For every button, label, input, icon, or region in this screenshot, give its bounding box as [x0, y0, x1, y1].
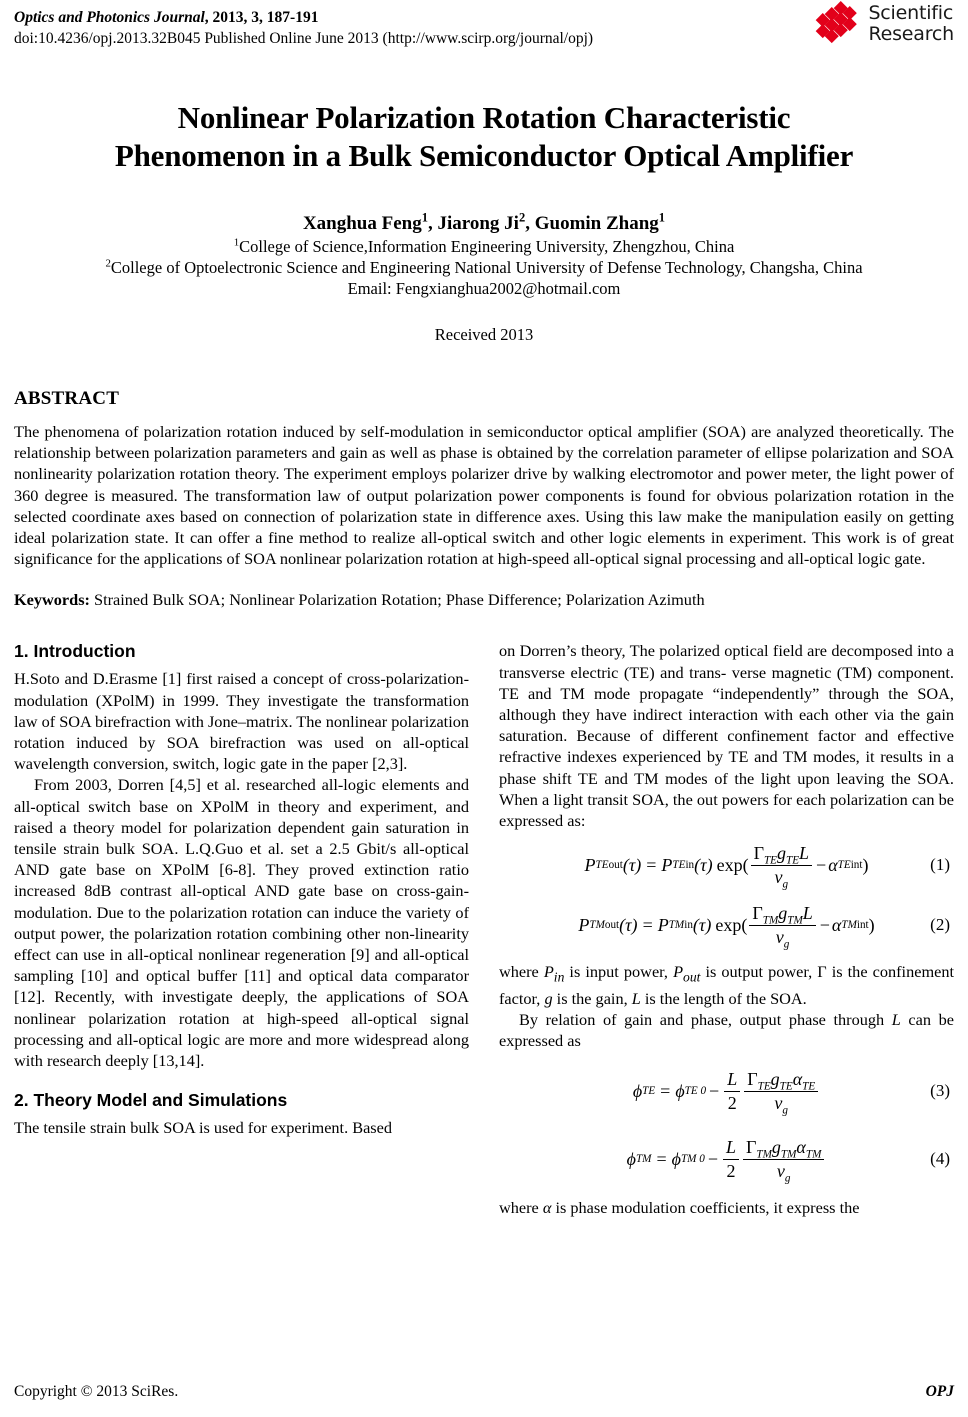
rp4-part2: is phase modulation coefficients, it express the — [551, 1198, 860, 1218]
section-heading-introduction: 1. Introduction — [14, 641, 136, 662]
eq4-gamma-sub: TM — [756, 1148, 772, 1161]
copyright-notice: Copyright © 2013 SciRes. — [14, 1383, 179, 1400]
eq1-v-sub: g — [782, 878, 789, 891]
eq4-equals: = — [656, 1148, 667, 1169]
eq1-fraction — [751, 843, 812, 891]
journal-name: Optics and Photonics Journal — [14, 9, 205, 26]
eq2-v-sub: g — [783, 938, 790, 951]
eq3-numerator — [744, 1069, 818, 1092]
eq3-alpha-sub: TE — [802, 1080, 816, 1093]
eq3-gamma: Γ — [747, 1069, 758, 1090]
eq1-minus: − — [816, 854, 827, 875]
paper-title-line1: Nonlinear Polarization Rotation Characteristic — [177, 100, 791, 135]
left-column — [14, 640, 469, 1218]
eq3-v-sub: g — [782, 1104, 788, 1117]
eq2-close: ) — [868, 914, 875, 935]
right-paragraph-3 — [499, 1009, 954, 1051]
eq1-g-sub: TE — [786, 854, 800, 867]
eq2-gamma-sub: TM — [762, 914, 779, 927]
eq1-close: ) — [862, 854, 869, 875]
eq3-v: v — [774, 1092, 783, 1113]
equation-2-body: P TM out (τ) = P TM in (τ) exp( $\frac{\Gamma_{TM}g_{TM}L}{v_g}$ − α TM int ) — [578, 903, 875, 951]
eq1-lhs-P: P — [584, 854, 596, 875]
eq1-alpha: α — [828, 854, 838, 875]
publisher-name-line1: Scientific — [868, 2, 954, 24]
eq2-gamma: Γ — [752, 903, 763, 924]
rp3-part1: By relation of gain and phase, output phase through — [519, 1009, 892, 1029]
eq4-numerator — [743, 1137, 824, 1160]
eq4-v-sub: g — [784, 1172, 791, 1185]
eq1-g: g — [777, 843, 786, 864]
rp2-part2: is input power, — [564, 962, 674, 982]
eq3-rhs-phi: ϕ — [675, 1080, 685, 1101]
equation-1-body: P TE out (τ) = P TE in (τ) exp( $\frac{\Gamma_{TE}g_{TE}L}{v_g}$ − α TE int ) — [584, 843, 869, 891]
contact-email[interactable]: Email: Fengxianghua2002@hotmail.com — [347, 279, 621, 298]
paper-title — [36, 99, 932, 175]
eq4-rhs-phi: ϕ — [671, 1148, 681, 1169]
rp3-part2: can be expressed as — [499, 1009, 954, 1051]
eq2-lhs-arg: (τ) — [619, 914, 638, 935]
author-sep-2: , — [525, 213, 535, 234]
rp2-part4: is the gain, — [552, 988, 632, 1008]
left-paragraph-3: The tensile strain bulk SOA is used for experiment. Based — [14, 1118, 393, 1138]
eq3-gamma-sub: TE — [757, 1080, 771, 1093]
rp2-g: g — [544, 988, 553, 1008]
eq2-minus: − — [819, 914, 830, 935]
equation-1-number: (1) — [930, 855, 950, 875]
rp4-alpha: α — [542, 1198, 552, 1218]
equation-2-number: (2) — [930, 915, 950, 935]
right-column — [499, 640, 954, 1218]
eq1-numerator — [751, 843, 812, 866]
affiliation-2-text: College of Optoelectronic Science and Engineering National University of Defense Technology, Changsha, China — [110, 258, 863, 277]
masthead — [14, 0, 954, 66]
eq4-L: L — [723, 1137, 739, 1160]
equation-2 — [499, 899, 954, 951]
rp3-L: L — [891, 1009, 901, 1029]
left-paragraph-2: From 2003, Dorren [4,5] et al. researched all-logic elements and all-optical switch base on XPolM in theory and experiment, and raised a theory model for polarization dependent gain saturation in tensile strain bulk SOA. L.Q.Guo et al. set a 2.5 Gbit/s all-optical AND gate base on XPolM [6-8]. They proved extinction ratio increased 8dB contrast all-optical AND gate base on cross-gain-modulation. Due to the polarization rotation can induce the variety of output power, the polarization rotation combining other non-linearity effect can use in all-optical nonlinear regeneration [9] and all-optical sampling [10] and optical buffer [11] and optical data comparator [12]. Recently, with investigate deeply, the applications of SOA nonlinear polarization rotation at high-speed all-optical signal processing and all-optical logic are more and more widespread along with research deeply [13,14]. — [14, 775, 469, 1071]
eq1-gamma-sub: TE — [763, 854, 777, 867]
rp2-Pout: P — [673, 962, 684, 982]
received-date: Received 2013 — [434, 325, 534, 344]
eq3-fraction-main — [744, 1069, 818, 1117]
eq2-L: L — [802, 903, 813, 924]
rp2-L: L — [631, 988, 641, 1008]
eq3-L: L — [724, 1069, 740, 1092]
eq1-v: v — [774, 866, 783, 887]
rp2-part3: is output power, Γ is the confinement factor, — [499, 962, 954, 1008]
right-paragraph-4 — [499, 1197, 954, 1218]
eq3-equals: = — [660, 1080, 671, 1101]
author-3-affil-marker: 1 — [658, 210, 666, 225]
eq4-gamma: Γ — [746, 1137, 757, 1158]
affiliation-1-marker: 1 — [233, 236, 240, 249]
keywords-line — [14, 589, 954, 610]
right-paragraph-2 — [499, 961, 954, 1009]
eq4-alpha-sub: TM — [805, 1148, 822, 1161]
eq3-g-sub: TE — [779, 1080, 793, 1093]
eq4-g-sub: TM — [780, 1148, 797, 1161]
affiliation-2-marker: 2 — [105, 257, 111, 270]
equation-3-number: (3) — [930, 1081, 950, 1101]
journal-abbreviation: OPJ — [925, 1383, 954, 1400]
eq2-fraction — [749, 903, 815, 951]
journal-citation-line — [14, 8, 954, 28]
eq3-lhs-phi: ϕ — [632, 1080, 643, 1101]
rp2-part5: is the length of the SOA. — [640, 988, 807, 1008]
eq4-lhs-phi: ϕ — [626, 1148, 636, 1169]
eq3-minus: − — [709, 1080, 720, 1101]
equation-1 — [499, 839, 954, 891]
doi-line[interactable]: doi:10.4236/opj.2013.32B045 Published Online June 2013 (http://www.scirp.org/journal/opj) — [14, 30, 594, 47]
equation-4 — [499, 1133, 954, 1185]
eq4-fraction-L2 — [723, 1137, 739, 1181]
rp2-part1: where — [499, 962, 544, 982]
abstract-text: The phenomena of polarization rotation induced by self-modulation in semiconductor optical amplifier (SOA) are analyzed theoretically. The relationship between polarization parameters and gain as well as phase is obtained by the correlation parameter of ellipse polarization and SOA nonlinearity polarization rotation theory. The experiment employs polarizer drive by walking electromotor and power meter, the light power of 360 degree is measured. The transformation law of output polarization power components is found for obvious polarization rotation in the selected coordinate axes based on connection of polarization state in difference axes. Using this law make the manipulation easily on getting ideal polarization state. It can offer a fine method to realize all-optical switch and other logic elements in experiment. This work is of great significance for the applications of SOA nonlinear polarization rotation at high-speed all-optical signal processing and all-optical logic gate. — [14, 422, 954, 569]
eq4-minus: − — [707, 1148, 718, 1169]
section-heading-theory-model: 2. Theory Model and Simulations — [14, 1090, 288, 1111]
eq2-rhs-P: P — [657, 914, 669, 935]
equation-4-number: (4) — [930, 1149, 950, 1169]
page-footer — [14, 1383, 954, 1401]
eq1-equals: = — [646, 854, 657, 875]
eq2-g: g — [778, 903, 788, 924]
right-paragraph-1: on Dorren’s theory, The polarized optical field are decomposed into a transverse electric (TE) and trans- verse magnetic (TM) component. TE and TM mode propagate “independently” through the SOA, although they have indirect interaction with each other via the gain saturation. Because of different confinement factor and effective refractive indexes experienced by TE and TM modes, it results in a phase shift TE and TM modes of the light upon leaving the SOA. When a light transit SOA, the out powers for each polarization can be expressed as: — [499, 641, 954, 831]
eq2-exp: exp( — [715, 914, 748, 935]
eq1-rhs-arg: (τ) — [694, 854, 713, 875]
eq4-alpha: α — [796, 1137, 806, 1158]
eq4-fraction-main — [743, 1137, 824, 1185]
rp2-out: out — [683, 969, 701, 985]
eq4-g: g — [771, 1137, 781, 1158]
affiliation-1 — [14, 236, 954, 257]
abstract-heading: ABSTRACT — [14, 388, 120, 409]
author-1-affil-marker: 1 — [421, 210, 428, 225]
rp2-in: in — [553, 969, 565, 985]
left-paragraph-1: H.Soto and D.Erasme [1] first raised a concept of cross-polarization-modulation (XPolM) in 1999. They investigate the transformation law of SOA birefraction with Jone–matrix. The nonlinear polarization rotation induced by SOA birefraction was used on all-optical wavelength conversion, switch, logic gate in the paper [2,3]. — [14, 669, 469, 774]
eq1-lhs-arg: (τ) — [622, 854, 642, 875]
affiliation-2 — [14, 257, 954, 278]
equation-3-body: ϕ TE = ϕ TE 0 − $\frac{L}{2}$ $\frac{\Gamma_{TE}g_{TE}\alpha_{TE}}{v_g}$ — [633, 1069, 820, 1113]
rp2-Pin: P — [543, 962, 554, 982]
equation-4-body: ϕ TM = ϕ TM 0 − $\frac{L}{2}$ $\frac{\Gamma_{TM}g_{TM}\alpha_{TM}}{v_g}$ — [627, 1137, 827, 1181]
eq3-two: 2 — [727, 1092, 737, 1113]
affiliation-1-text: College of Science,Information Engineering University, Zhengzhou, China — [239, 237, 735, 256]
keywords-label: Keywords: — [14, 590, 90, 610]
eq2-rhs-arg: (τ) — [692, 914, 712, 935]
publisher-logo — [816, 2, 954, 46]
publisher-name — [868, 3, 954, 45]
eq3-alpha: α — [792, 1069, 803, 1090]
author-3: Guomin Zhang — [534, 213, 659, 234]
journal-volume-pages: , 2013, 3, 187-191 — [204, 9, 319, 26]
eq2-lhs-P: P — [578, 914, 590, 935]
keywords-text: Strained Bulk SOA; Nonlinear Polarization Rotation; Phase Difference; Polarization Azimuth — [89, 590, 705, 610]
author-1: Xanghua Feng — [302, 213, 422, 234]
eq4-v: v — [776, 1160, 785, 1181]
eq2-v: v — [775, 926, 784, 947]
eq2-numerator — [749, 903, 815, 926]
author-2-affil-marker: 2 — [518, 210, 526, 225]
rp4-part1: where — [499, 1198, 543, 1218]
author-2: Jiarong Ji — [437, 213, 519, 234]
eq1-denominator — [772, 866, 792, 891]
eq1-rhs-P: P — [661, 854, 673, 875]
eq2-denominator — [773, 926, 793, 951]
body-columns — [14, 640, 954, 1218]
eq2-equals: = — [642, 914, 653, 935]
eq3-denominator — [771, 1092, 791, 1117]
eq1-gamma: Γ — [753, 843, 764, 864]
publisher-name-line2: Research — [868, 23, 954, 45]
eq2-alpha: α — [831, 914, 842, 935]
diamond-cluster-icon — [816, 2, 862, 46]
eq3-fraction-L2 — [724, 1069, 740, 1113]
paper-title-line2: Phenomenon in a Bulk Semiconductor Optical Amplifier — [114, 138, 854, 173]
eq3-g: g — [770, 1069, 780, 1090]
eq2-g-sub: TM — [787, 914, 803, 927]
eq1-L: L — [799, 843, 810, 864]
eq4-denominator — [774, 1160, 794, 1185]
eq4-two: 2 — [726, 1160, 736, 1181]
author-sep-1: , — [427, 213, 438, 234]
equation-3 — [499, 1065, 954, 1117]
author-list — [14, 212, 954, 236]
eq1-exp: exp( — [716, 854, 749, 875]
